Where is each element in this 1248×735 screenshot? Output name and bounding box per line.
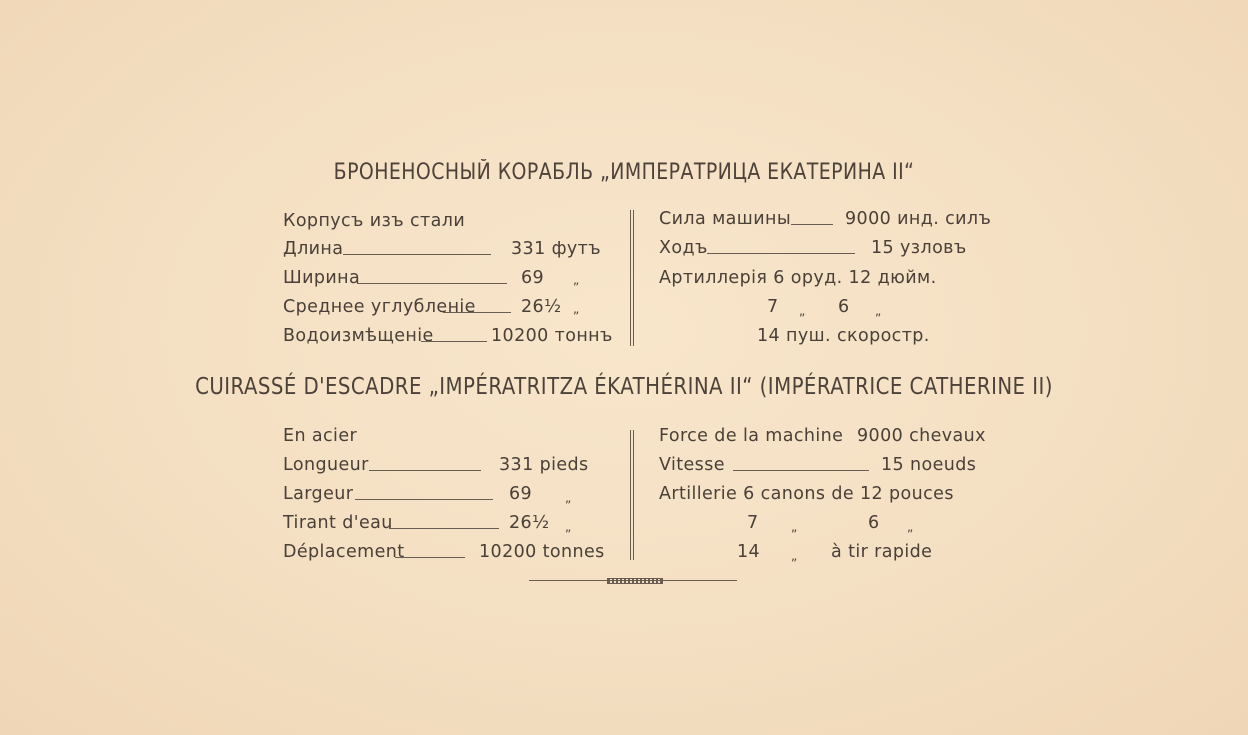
ru-artillery-row-2	[659, 295, 989, 319]
ru-art2-caliber: 6	[838, 297, 850, 317]
fr-draft-value: 26½	[509, 513, 550, 533]
leader-line	[733, 470, 869, 471]
fr-column-divider	[630, 430, 631, 560]
leader-line	[355, 499, 493, 500]
fr-width-value: 69	[509, 484, 533, 504]
ornamental-divider	[529, 578, 737, 584]
ru-art2-count: 7	[767, 297, 779, 317]
ru-length-row	[283, 237, 613, 261]
fr-draft-row	[283, 511, 613, 535]
fr-art2-ditto-2: „	[907, 520, 914, 534]
ru-artillery-row	[659, 266, 989, 290]
fr-draft-ditto: „	[565, 520, 572, 534]
ru-width-value: 69	[521, 268, 545, 288]
ru-speed-label: Ходъ	[659, 238, 708, 258]
ru-displacement-label: Водоизмѣщеніе	[283, 326, 434, 346]
ru-column-divider	[633, 210, 634, 346]
ru-art2-ditto-2: „	[875, 304, 882, 318]
ru-power-row	[659, 207, 992, 231]
leader-line	[707, 253, 855, 254]
fr-displacement-row	[283, 540, 613, 564]
ru-power-label: Сила машины	[659, 209, 792, 229]
ru-art2-ditto-1: „	[799, 304, 806, 318]
ru-hull-row	[283, 209, 613, 233]
ru-width-ditto: „	[573, 273, 580, 287]
leader-line	[791, 224, 833, 225]
ru-draft-ditto: „	[573, 302, 580, 316]
ru-width-row	[283, 266, 613, 290]
french-title: CUIRASSÉ D'ESCADRE „IMPÉRATRITZA ÉKATHÉRINA II“ (IMPÉRATRICE CATHERINE II)	[195, 374, 1053, 400]
ru-displacement-value: 10200 тоннъ	[491, 326, 613, 346]
leader-line	[389, 528, 499, 529]
ru-hull-text: Корпусъ изъ стали	[283, 211, 466, 231]
ornament-knot	[607, 578, 663, 584]
fr-art2-count: 7	[747, 513, 759, 533]
fr-width-row	[283, 482, 613, 506]
ru-speed-row	[659, 236, 989, 260]
ru-speed-value: 15 узловъ	[871, 238, 967, 258]
fr-draft-label: Tirant d'eau	[283, 513, 393, 533]
fr-art3-ditto: „	[791, 549, 798, 563]
ru-column-divider	[630, 210, 631, 346]
fr-power-row	[659, 424, 989, 448]
fr-art2-ditto-1: „	[791, 520, 798, 534]
fr-artillery-row-2	[659, 511, 989, 535]
fr-displacement-label: Déplacement	[283, 542, 405, 562]
fr-artillery-text: Artillerie 6 canons de 12 pouces	[659, 484, 954, 504]
fr-length-row	[283, 453, 613, 477]
fr-length-label: Longueur	[283, 455, 369, 475]
fr-power-label: Force de la machine	[659, 426, 844, 446]
leader-line	[357, 283, 507, 284]
leader-line	[343, 254, 491, 255]
ru-artillery-text: Артиллерія 6 оруд. 12 дюйм.	[659, 268, 937, 288]
leader-line	[369, 470, 481, 471]
ru-draft-value: 26½	[521, 297, 562, 317]
ru-draft-row	[283, 295, 613, 319]
fr-displacement-value: 10200 tonnes	[479, 542, 605, 562]
fr-art3-count: 14	[737, 542, 761, 562]
fr-width-label: Largeur	[283, 484, 354, 504]
ru-length-value: 331 футъ	[511, 239, 602, 259]
ru-draft-label: Среднее углубленіе	[283, 297, 476, 317]
fr-artillery-row-3	[659, 540, 989, 564]
fr-speed-value: 15 noeuds	[881, 455, 977, 475]
fr-hull-row	[283, 424, 613, 448]
fr-art3-text: à tir rapide	[831, 542, 933, 562]
fr-column-divider	[633, 430, 634, 560]
ru-art3-text: 14 пуш. скоростр.	[757, 326, 930, 346]
fr-speed-row	[659, 453, 989, 477]
ru-power-value: 9000 инд. силъ	[845, 209, 992, 229]
fr-power-value: 9000 chevaux	[857, 426, 986, 446]
fr-hull-text: En acier	[283, 426, 358, 446]
ru-width-label: Ширина	[283, 268, 361, 288]
fr-width-ditto: „	[565, 491, 572, 505]
fr-speed-label: Vitesse	[659, 455, 725, 475]
fr-artillery-row	[659, 482, 989, 506]
leader-line	[421, 341, 487, 342]
fr-art2-caliber: 6	[868, 513, 880, 533]
ru-artillery-row-3	[659, 324, 989, 348]
leader-line	[443, 312, 511, 313]
ru-displacement-row	[283, 324, 613, 348]
russian-title: БРОНЕНОСНЫЙ КОРАБЛЬ „ИМПЕРАТРИЦА ЕКАТЕРИНА II“	[333, 160, 915, 185]
ru-length-label: Длина	[283, 239, 344, 259]
leader-line	[395, 557, 465, 558]
fr-length-value: 331 pieds	[499, 455, 589, 475]
